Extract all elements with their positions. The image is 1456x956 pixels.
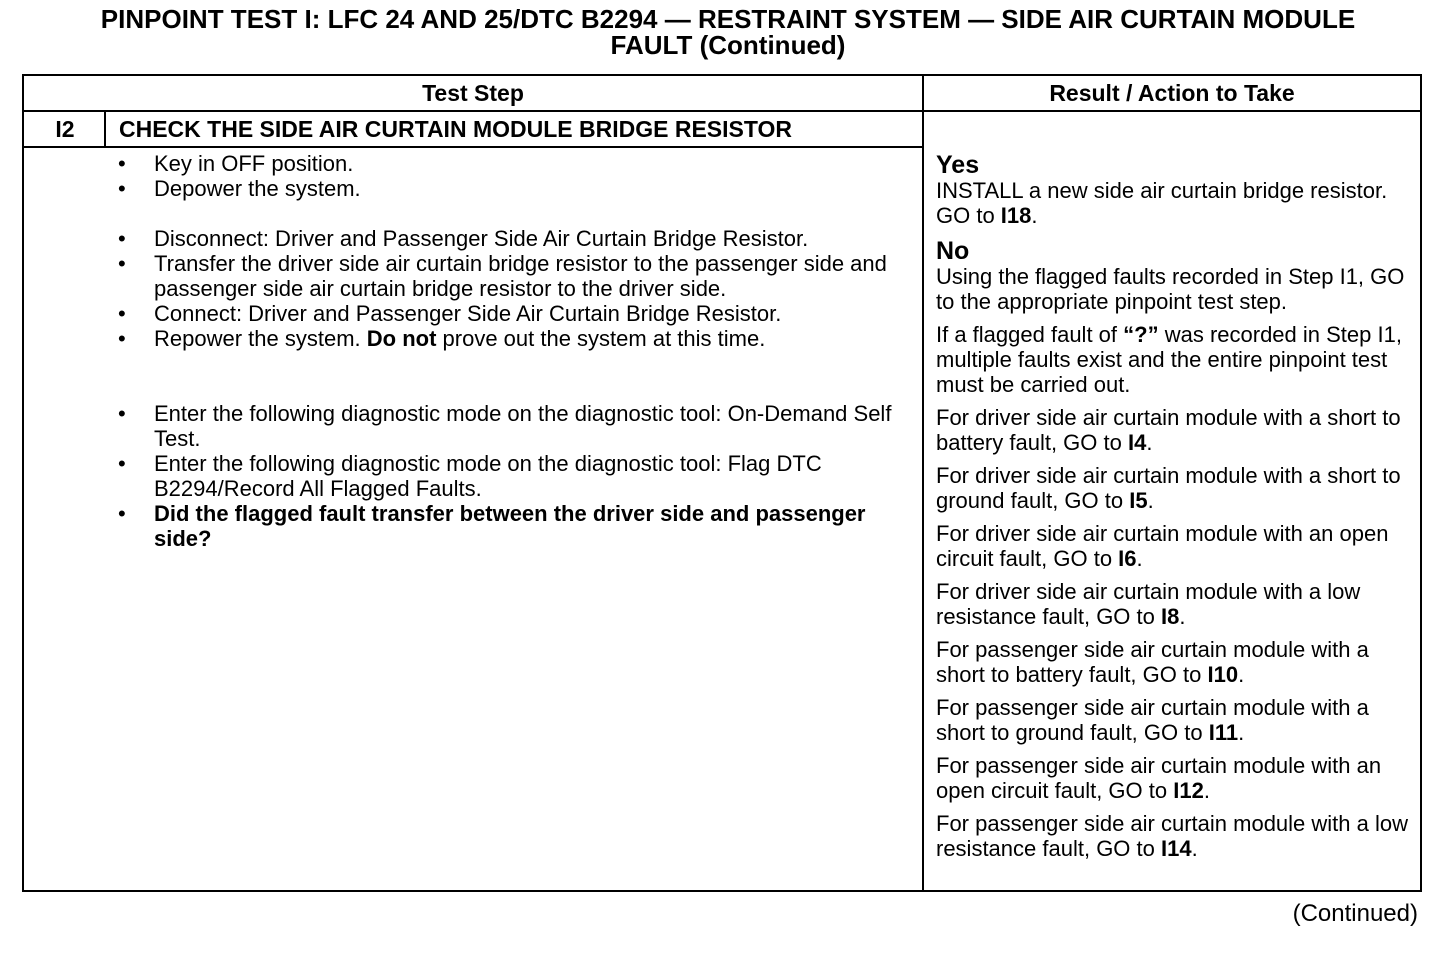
list-item: • Enter the following diagnostic mode on the diagnostic tool: On-Demand Self Test. xyxy=(114,401,894,451)
bullet-icon: • xyxy=(118,176,126,201)
list-item: • Disconnect: Driver and Passenger Side Air Curtain Bridge Resistor. xyxy=(114,226,894,251)
bullet-icon: • xyxy=(118,301,126,326)
list-item: • Repower the system. Do not prove out the system at this time. xyxy=(114,326,894,351)
result-item: For passenger side air curtain module with a short to ground fault, GO to I11. xyxy=(936,695,1369,745)
yes-label: Yes xyxy=(936,151,980,179)
multiple-fault-note: If a flagged fault of “?” was recorded in Step I1, multiple faults exist and the entire pinpoint test must be carried out. xyxy=(936,322,1402,397)
no-label: No xyxy=(936,237,970,265)
bullet-icon: • xyxy=(118,151,126,176)
continued-label: (Continued) xyxy=(1292,900,1418,927)
list-item: • Depower the system. xyxy=(114,176,894,201)
yes-action: INSTALL a new side air curtain bridge resistor. GO to I18. xyxy=(936,178,1388,228)
no-action: Using the flagged faults recorded in Step I1, GO to the appropriate pinpoint test step. xyxy=(936,264,1405,314)
result-item: For passenger side air curtain module with an open circuit fault, GO to I12. xyxy=(936,753,1382,803)
list-item: • Did the flagged fault transfer between the driver side and passenger side? xyxy=(114,501,894,551)
bullet-icon: • xyxy=(118,326,126,351)
result-item: For driver side air curtain module with a short to ground fault, GO to I5. xyxy=(936,463,1401,513)
result-action-column xyxy=(936,152,1422,861)
step-title: CHECK THE SIDE AIR CURTAIN MODULE BRIDGE RESISTOR xyxy=(119,116,792,142)
list-item: • Transfer the driver side air curtain bridge resistor to the passenger side and passenger side air curtain bridge resistor to the driver side. xyxy=(114,251,894,301)
bullet-icon: • xyxy=(118,501,126,526)
page-title xyxy=(0,6,1456,58)
result-item: For passenger side air curtain module with a short to battery fault, GO to I10. xyxy=(936,637,1369,687)
header-row-divider xyxy=(24,110,1420,112)
bullet-icon: • xyxy=(118,251,126,276)
header-test-step: Test Step xyxy=(422,80,524,106)
list-item: • Key in OFF position. xyxy=(114,151,894,176)
result-item: For driver side air curtain module with an open circuit fault, GO to I6. xyxy=(936,521,1389,571)
title-line-2: FAULT (Continued) xyxy=(610,30,846,60)
bullet-icon: • xyxy=(118,226,126,251)
bullet-icon: • xyxy=(118,451,126,476)
list-item: • Connect: Driver and Passenger Side Air Curtain Bridge Resistor. xyxy=(114,301,894,326)
list-item: • Enter the following diagnostic mode on the diagnostic tool: Flag DTC B2294/Record All Flagged Faults. xyxy=(114,451,894,501)
title-line-1: PINPOINT TEST I: LFC 24 AND 25/DTC B2294 — RESTRAINT SYSTEM — SIDE AIR CURTAIN MODULE xyxy=(100,4,1356,34)
result-item: For passenger side air curtain module with a low resistance fault, GO to I14. xyxy=(936,811,1409,861)
column-divider xyxy=(922,76,924,890)
pinpoint-test-table xyxy=(22,74,1422,892)
step-title-divider xyxy=(24,146,922,148)
result-item: For driver side air curtain module with a low resistance fault, GO to I8. xyxy=(936,579,1361,629)
header-result-action: Result / Action to Take xyxy=(1049,80,1295,106)
test-step-instructions xyxy=(114,151,894,551)
result-item: For driver side air curtain module with a short to battery fault, GO to I4. xyxy=(936,405,1401,455)
step-id: I2 xyxy=(55,116,75,142)
bullet-icon: • xyxy=(118,401,126,426)
